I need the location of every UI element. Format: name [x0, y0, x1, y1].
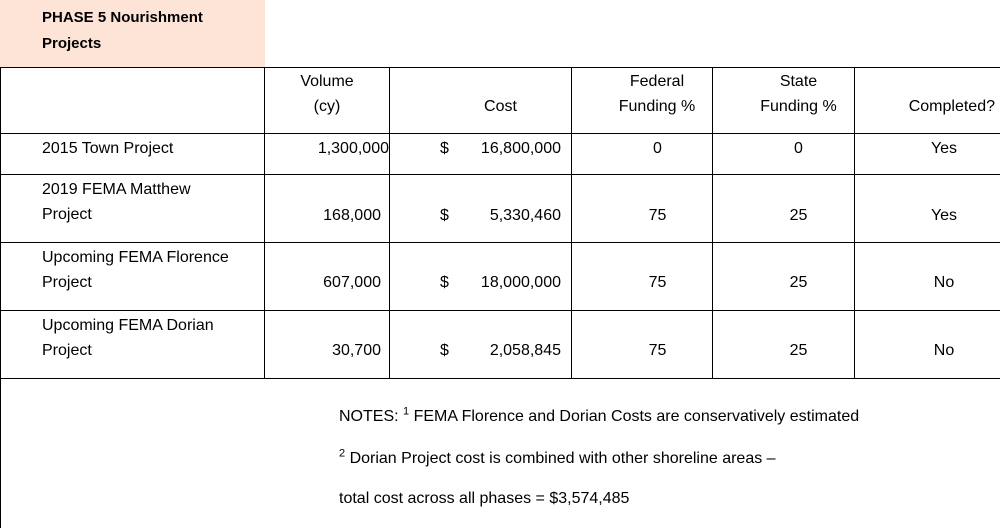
row4-state: 25 [789, 342, 808, 359]
row4-project-name-line2: Project [42, 342, 92, 359]
row1-state: 0 [794, 140, 803, 157]
row4-cost: 2,058,845 [489, 342, 561, 359]
row4-federal: 75 [648, 342, 667, 359]
table-title [0, 0, 265, 67]
grid-line-header-bottom [0, 133, 1000, 134]
row1-project-name [42, 136, 264, 161]
grid-line-left [0, 67, 1, 528]
notes-line1-text: FEMA Florence and Dorian Costs are conservatively estimated [409, 408, 860, 425]
row2-cost-currency: $ [440, 207, 449, 224]
notes-line1 [339, 405, 860, 426]
row1-project-name-line1: 2015 Town Project [42, 140, 174, 157]
notes-prefix: NOTES: [339, 408, 404, 425]
row3-project-name-line2: Project [42, 274, 92, 291]
row2-project-name-line1: 2019 FEMA Matthew [42, 181, 191, 198]
row4-cost-currency: $ [440, 342, 449, 359]
header-state-line1: State [779, 73, 818, 90]
header-state [713, 69, 854, 119]
row3-federal: 75 [648, 274, 667, 291]
grid-line-row4-bottom [0, 378, 1000, 379]
row3-cost-currency: $ [440, 274, 449, 291]
row2-volume: 168,000 [323, 207, 381, 224]
row2-state: 25 [789, 207, 808, 224]
row3-state: 25 [789, 274, 808, 291]
header-cost [390, 94, 571, 119]
row1-cost-currency: $ [440, 140, 449, 157]
notes-line2-footnote-mark: 2 [339, 447, 346, 460]
row4-project-name-line1: Upcoming FEMA Dorian [42, 317, 214, 334]
notes-line3-text: total cost across all phases = $3,574,485 [339, 490, 630, 507]
row3-project-name-line1: Upcoming FEMA Florence [42, 249, 229, 266]
notes-line3 [339, 490, 629, 508]
header-volume [265, 69, 389, 119]
notes-line2 [339, 447, 776, 468]
header-state-line2: Funding % [760, 98, 837, 115]
row2-project-name [42, 177, 264, 227]
header-completed-label: Completed? [908, 98, 995, 115]
header-completed [855, 94, 995, 119]
header-federal [572, 69, 712, 119]
header-volume-line1: Volume [300, 73, 354, 90]
grid-line-row2-bottom [0, 242, 1000, 243]
table-title-line2: Projects [42, 35, 102, 52]
header-volume-line2: (cy) [313, 98, 341, 115]
table-title-line1: PHASE 5 Nourishment [42, 9, 203, 26]
row1-completed: Yes [930, 140, 958, 157]
row2-cost: 5,330,460 [489, 207, 561, 224]
row3-completed: No [933, 274, 955, 291]
row4-project-name [42, 313, 264, 363]
row2-project-name-line2: Project [42, 206, 92, 223]
row2-completed: Yes [930, 207, 958, 224]
grid-line-header-top [0, 67, 1000, 68]
notes-line1-footnote-mark: 1 [403, 405, 410, 418]
row3-cost: 18,000,000 [480, 274, 561, 291]
row3-volume: 607,000 [323, 274, 381, 291]
header-federal-line2: Funding % [618, 98, 696, 115]
grid-line-row1-bottom [0, 174, 1000, 175]
header-federal-line1: Federal [629, 73, 685, 90]
header-cost-label: Cost [484, 98, 517, 115]
row1-federal: 0 [653, 140, 662, 157]
row1-volume: 1,300,000 [317, 140, 389, 157]
row4-volume: 30,700 [332, 342, 381, 359]
row4-completed: No [933, 342, 955, 359]
grid-line-row3-bottom [0, 310, 1000, 311]
row1-cost: 16,800,000 [480, 140, 561, 157]
row2-federal: 75 [648, 207, 667, 224]
notes-line2-text: Dorian Project cost is combined with other shoreline areas – [345, 450, 776, 467]
row3-project-name [42, 245, 264, 295]
